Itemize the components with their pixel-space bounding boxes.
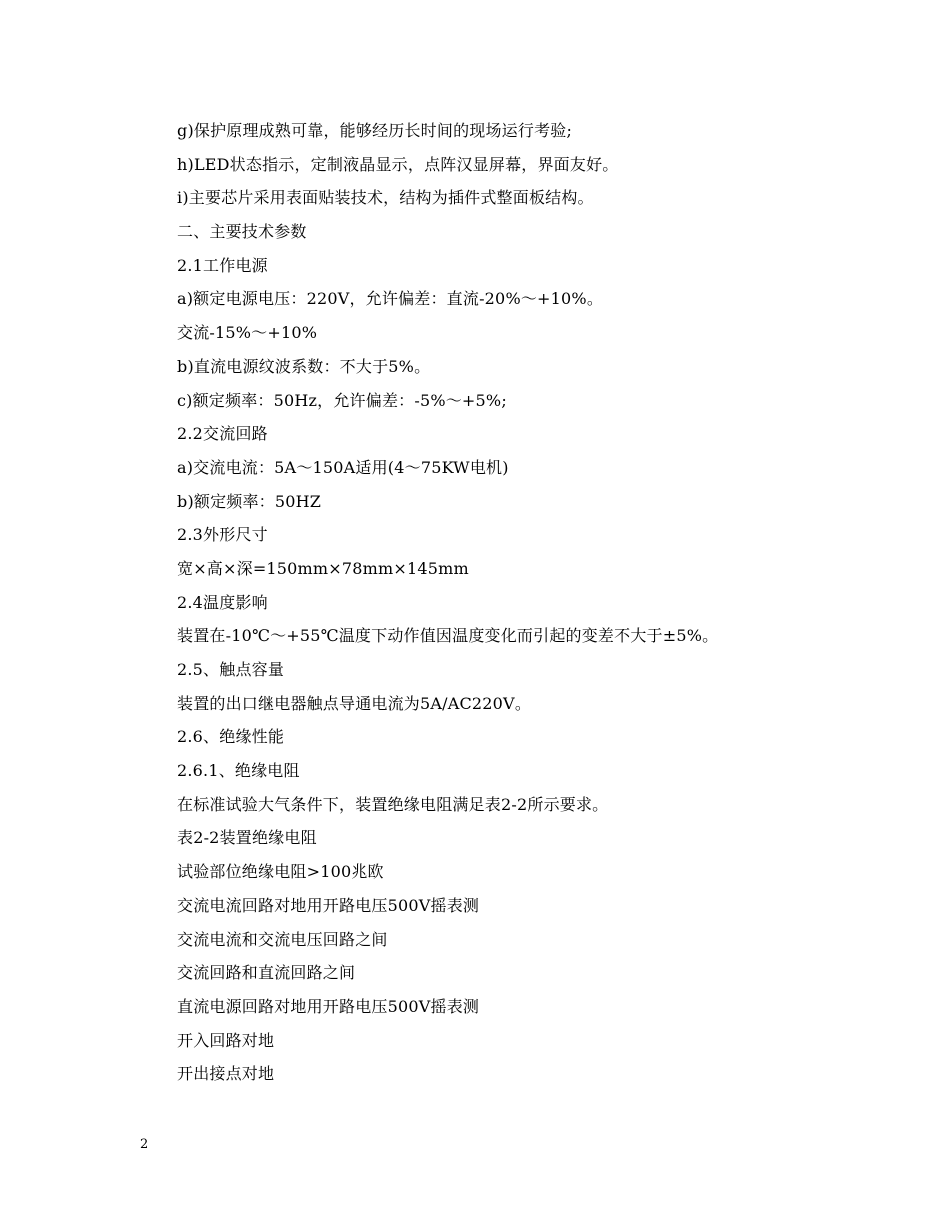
body-text	[177, 118, 877, 1095]
section-heading: 二、主要技术参数	[177, 222, 307, 242]
paragraph-line: 装置在-10℃～+55℃温度下动作值因温度变化而引起的变差不大于±5%。	[177, 626, 719, 646]
paragraph-line: b)直流电源纹波系数：不大于5%。	[177, 356, 431, 376]
subsection-heading: 2.6、绝缘性能	[177, 727, 285, 747]
paragraph-line: 交流-15%～+10%	[177, 323, 318, 343]
paragraph-line: 交流电流回路对地用开路电压500V摇表测	[177, 895, 480, 915]
subsection-heading: 2.1工作电源	[177, 255, 268, 275]
paragraph-line: 开入回路对地	[177, 1030, 275, 1050]
subsection-heading: 2.6.1、绝缘电阻	[177, 761, 300, 781]
paragraph-line: 在标准试验大气条件下，装置绝缘电阻满足表2-2所示要求。	[177, 794, 609, 814]
paragraph-line: 试验部位绝缘电阻>100兆欧	[177, 862, 384, 882]
paragraph-line: c)额定频率：50Hz，允许偏差：-5%～+5%;	[177, 390, 507, 410]
page-number: 2	[140, 1137, 149, 1152]
paragraph-line: g)保护原理成熟可靠，能够经历长时间的现场运行考验;	[177, 121, 573, 140]
paragraph-line: 宽×高×深=150mm×78mm×145mm	[177, 558, 469, 578]
paragraph-line: a)交流电流：5A～150A适用(4～75KW电机)	[177, 457, 509, 477]
subsection-heading: 2.4温度影响	[177, 592, 268, 612]
paragraph-line: h)LED状态指示，定制液晶显示，点阵汉显屏幕，界面友好。	[177, 154, 619, 174]
paragraph-line: 交流电流和交流电压回路之间	[177, 929, 388, 949]
paragraph-line: 交流回路和直流回路之间	[177, 963, 356, 983]
table-caption: 表2-2装置绝缘电阻	[177, 828, 317, 848]
subsection-heading: 2.3外形尺寸	[177, 525, 268, 545]
subsection-heading: 2.2交流回路	[177, 424, 268, 444]
paragraph-line: 开出接点对地	[177, 1064, 275, 1084]
subsection-heading: 2.5、触点容量	[177, 660, 285, 679]
paragraph-line: i)主要芯片采用表面贴装技术，结构为插件式整面板结构。	[177, 188, 594, 208]
paragraph-line: 直流电源回路对地用开路电压500V摇表测	[177, 996, 480, 1016]
paragraph-line: 装置的出口继电器触点导通电流为5A/AC220V。	[177, 693, 532, 713]
paragraph-line: b)额定频率：50HZ	[177, 491, 322, 511]
paragraph-line: a)额定电源电压：220V，允许偏差：直流-20%～+10%。	[177, 289, 604, 309]
